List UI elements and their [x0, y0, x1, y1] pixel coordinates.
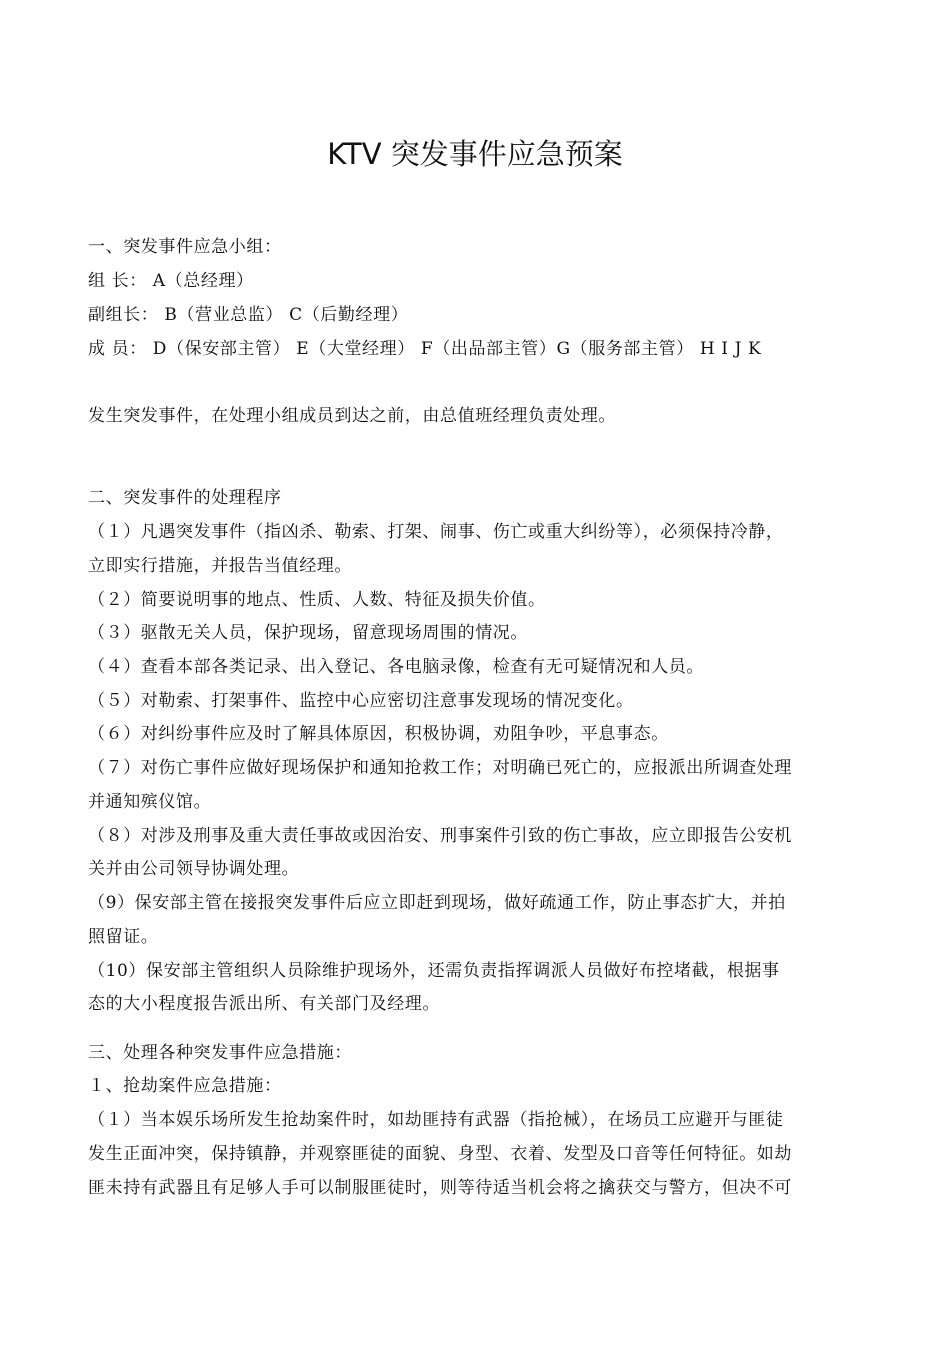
robbery-item-1: （１）当本娱乐场所发生抢劫案件时，如劫匪持有武器（指抢械），在场员工应避开与匪徒 — [88, 1110, 784, 1130]
duty-note: 发生突发事件，在处理小组成员到达之前，由总值班经理负责处理。 — [88, 406, 616, 426]
procedure-item-8-cont: 关并由公司领导协调处理。 — [88, 859, 300, 879]
procedure-item-2: （２）简要说明事的地点、性质、人数、特征及损失价值。 — [88, 590, 546, 610]
procedure-item-1-cont: 立即实行措施，并报告当值经理。 — [88, 556, 352, 576]
section1-heading: 一、突发事件应急小组： — [88, 237, 282, 257]
members-line: 成 员： D（保安部主管） E（大堂经理） F（出品部主管）G（服务部主管） H I J K — [88, 339, 762, 359]
procedure-item-3: （３）驱散无关人员，保护现场，留意现场周围的情况。 — [88, 623, 528, 643]
procedure-item-10-cont: 态的大小程度报告派出所、有关部门及经理。 — [88, 994, 440, 1014]
procedure-item-8: （８）对涉及刑事及重大责任事故或因治安、刑事案件引致的伤亡事故，应立即报告公安机 — [88, 826, 792, 846]
leader-line: 组 长： A（总经理） — [88, 271, 254, 291]
robbery-heading: １、抢劫案件应急措施： — [88, 1076, 282, 1096]
procedure-item-9-cont: 照留证。 — [88, 927, 159, 947]
document-title: KTV 突发事件应急预案 — [327, 137, 623, 171]
procedure-item-6: （６）对纠纷事件应及时了解具体原因，积极协调，劝阻争吵，平息事态。 — [88, 724, 669, 744]
section3-heading: 三、处理各种突发事件应急措施： — [88, 1043, 352, 1063]
procedure-item-4: （４）查看本部各类记录、出入登记、各电脑录像，检查有无可疑情况和人员。 — [88, 657, 704, 677]
procedure-item-7-cont: 并通知殡仪馆。 — [88, 792, 212, 812]
procedure-item-10: （10）保安部主管组织人员除维护现场外，还需负责指挥调派人员做好布控堵截，根据事 — [88, 961, 780, 981]
robbery-item-1-cont-2: 匪未持有武器且有足够人手可以制服匪徒时，则等待适当机会将之擒获交与警方，但决不可 — [88, 1178, 792, 1198]
deputy-line: 副组长： B（营业总监） C（后勤经理） — [88, 305, 409, 325]
procedure-item-7: （７）对伤亡事件应做好现场保护和通知抢救工作；对明确已死亡的，应报派出所调查处理 — [88, 758, 792, 778]
section2-heading: 二、突发事件的处理程序 — [88, 488, 282, 508]
procedure-item-9: （9）保安部主管在接报突发事件后应立即赶到现场，做好疏通工作，防止事态扩大，并拍 — [88, 893, 786, 913]
procedure-item-1: （１）凡遇突发事件（指凶杀、勒索、打架、闹事、伤亡或重大纠纷等），必须保持冷静， — [88, 522, 784, 542]
procedure-item-5: （５）对勒索、打架事件、监控中心应密切注意事发现场的情况变化。 — [88, 691, 634, 711]
robbery-item-1-cont-1: 发生正面冲突，保持镇静，并观察匪徒的面貌、身型、衣着、发型及口音等任何特征。如劫 — [88, 1144, 792, 1164]
